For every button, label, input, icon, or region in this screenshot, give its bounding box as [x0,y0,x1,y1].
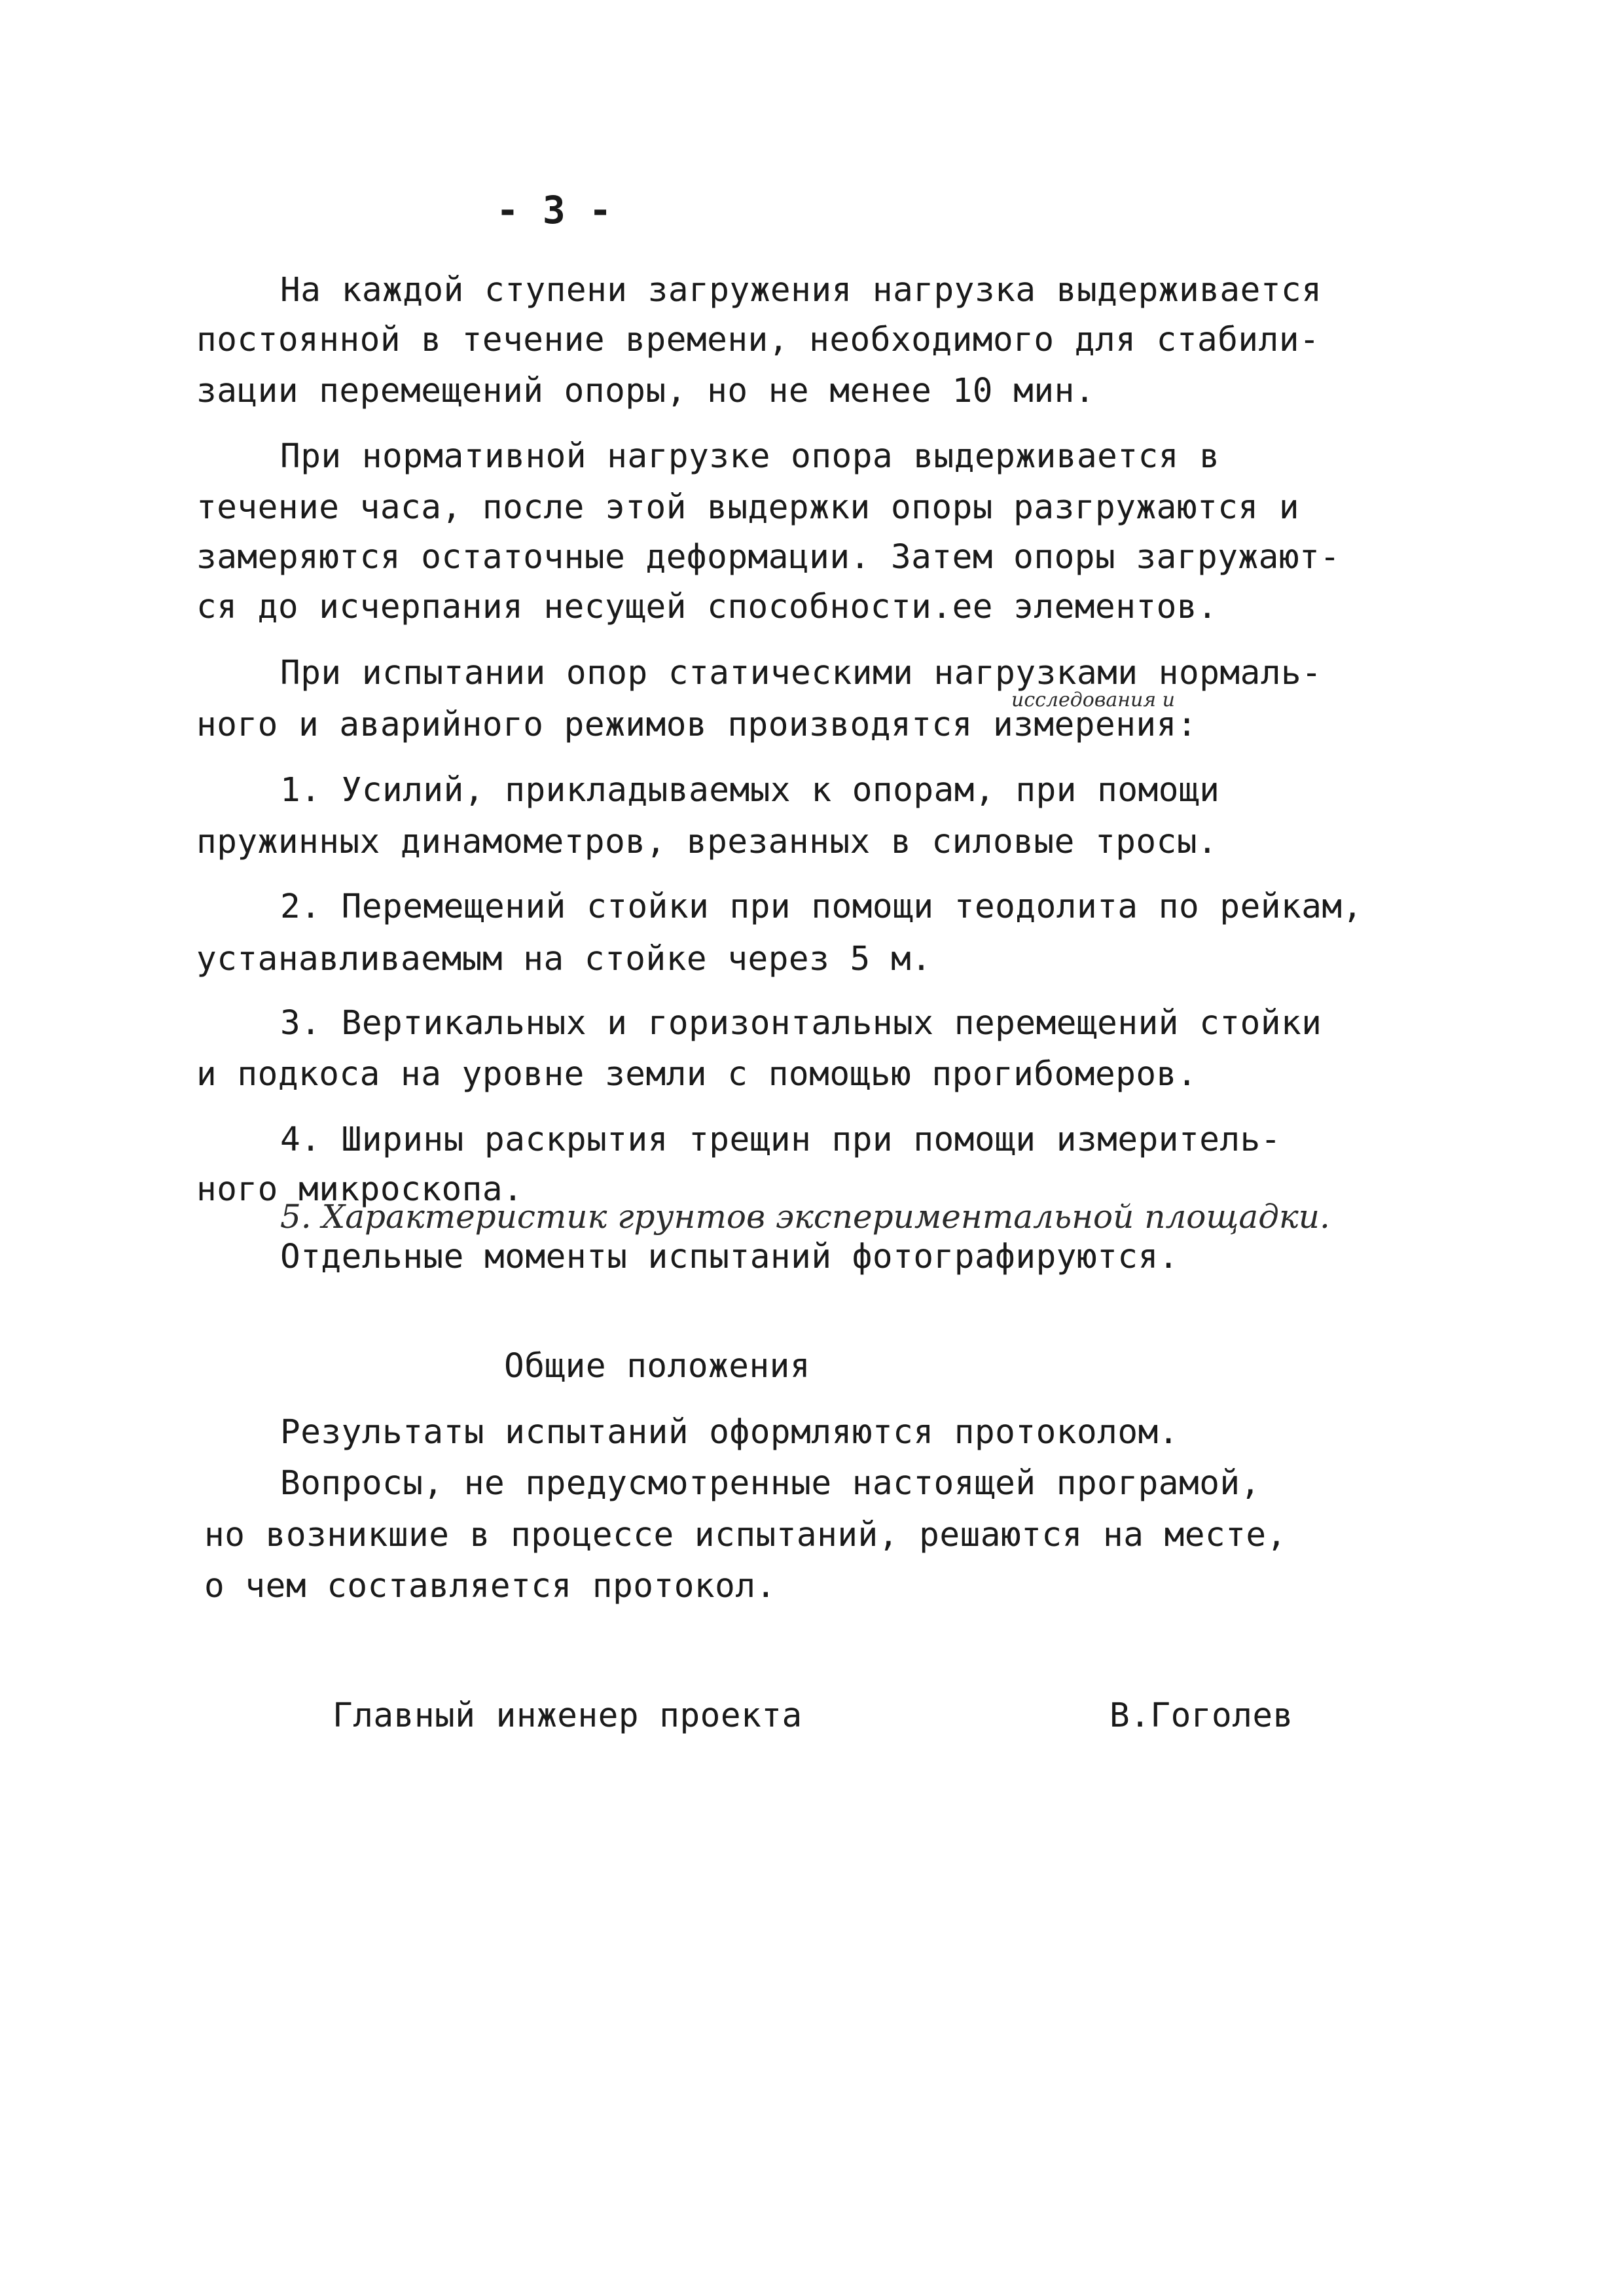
item-3-line-1: 3. Вертикальных и горизонтальных перемещений стойки [280,1004,1322,1043]
photo-line: Отдельные моменты испытаний фотографируются. [280,1238,1180,1276]
signature-name: В.Гоголев [1110,1696,1293,1735]
handwritten-item-5: 5. Характеристик грунтов экспериментальной площадки. [280,1198,1330,1236]
general-heading: Общие положения [504,1347,811,1386]
item-2-line-1: 2. Перемещений стойки при помощи теодолита по рейкам, [280,888,1363,926]
paragraph-2-line-2: течение часа, после этой выдержки опоры разгружаются и [196,488,1300,527]
handwritten-insert: исследования и [1011,689,1176,711]
page-number: - 3 - [496,188,613,232]
paragraph-1-line-1: На каждой ступени загружения нагрузка выдерживается [280,271,1322,310]
paragraph-3-line-1: При испытании опор статическими нагрузками нормаль- [280,654,1322,692]
item-3-line-2: и подкоса на уровне земли с помощью прогибомеров. [196,1055,1198,1094]
general-line-2: Вопросы, не предусмотренные настоящей програмой, [280,1464,1261,1503]
item-4-line-1: 4. Ширины раскрытия трещин при помощи измеритель- [280,1121,1282,1159]
item-2-line-2: устанавливаемым на стойке через 5 м. [196,940,932,978]
item-1-line-1: 1. Усилий, прикладываемых к опорам, при помощи [280,771,1220,810]
paragraph-3-line-2: ного и аварийного режимов производятся измерения: [196,706,1198,744]
paragraph-1-line-3: зации перемещений опоры, но не менее 10 мин. [196,372,1096,410]
paragraph-2-line-3: замеряются остаточные деформации. Затем опоры загружают- [196,538,1341,577]
signature-title: Главный инженер проекта [333,1696,803,1735]
general-line-4: о чем составляется протокол. [204,1567,776,1605]
item-1-line-2: пружинных динамометров, врезанных в силовые тросы. [196,823,1218,861]
paragraph-1-line-2: постоянной в течение времени, необходимого для стабили- [196,321,1320,359]
paragraph-2-line-4: ся до исчерпания несущей способности.ее элементов. [196,588,1218,626]
paragraph-2-line-1: При нормативной нагрузке опора выдерживается в [280,437,1220,476]
item-4-line-2: ного микроскопа. [196,1170,524,1209]
general-line-1: Результаты испытаний оформляются протоколом. [280,1413,1180,1452]
general-line-3: но возникшие в процессе испытаний, решаются на месте, [204,1516,1287,1554]
